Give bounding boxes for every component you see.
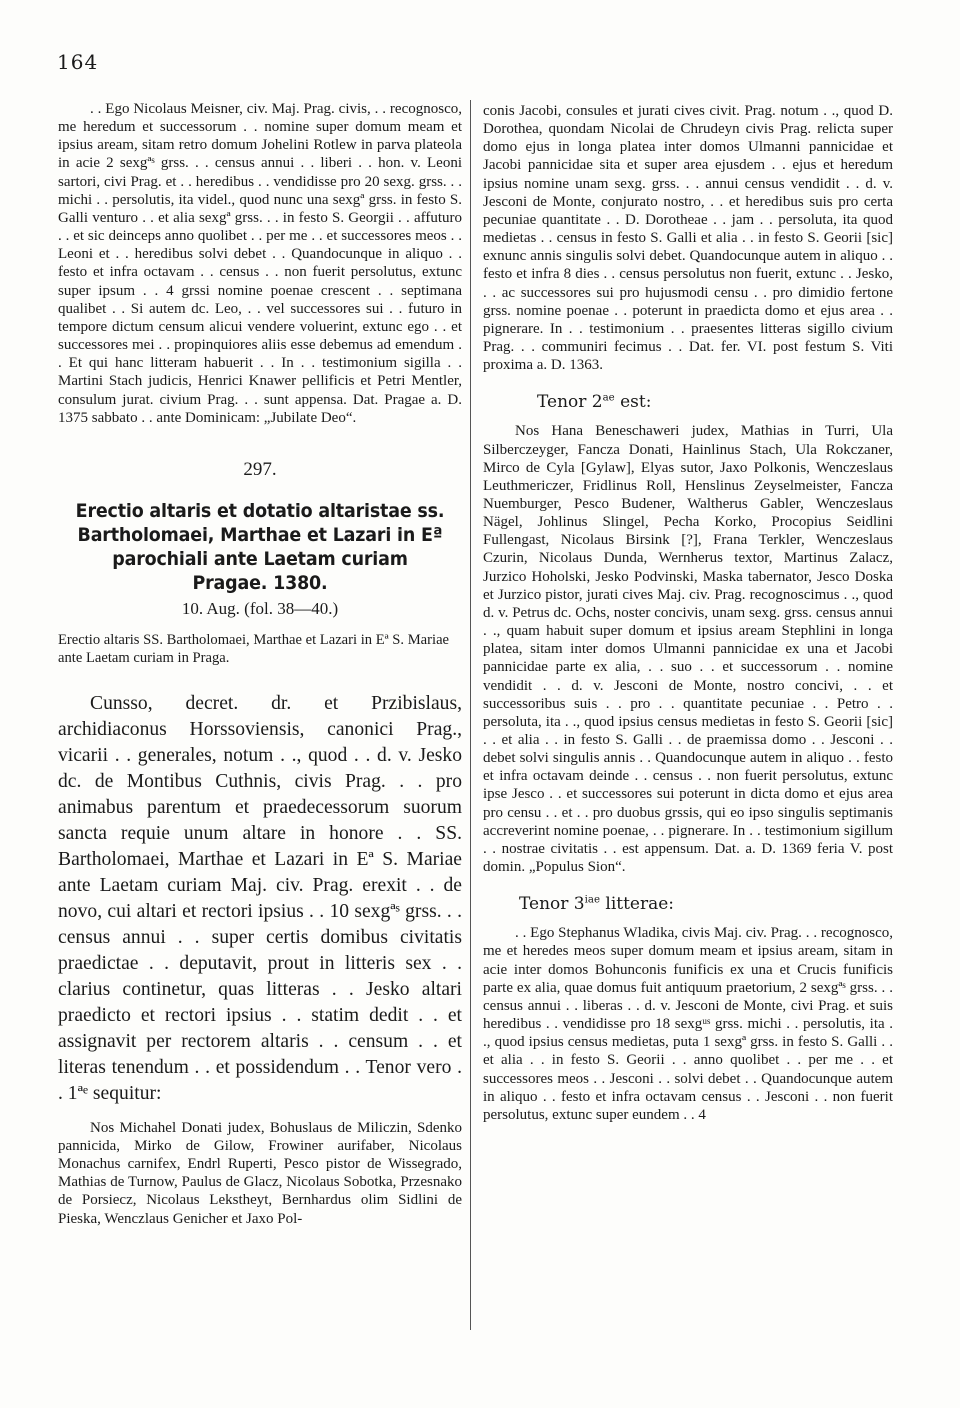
tenor-3-text: . . Ego Stephanus Wladika, civis Maj. civ. Prag. . . recognosco, me et heredes meos super domum meam et ipsius aream, sitam in acie inter domos Bohunconis funificis ex una et Crucis funificis parte ex alia, quae domus fuit antiquum praetorium, 2 sexgªˢ grss. . . census annui . . liberas . . d. v. Jesconi de Monte, civi Prag. et suis heredibus . . vendidisse pro 18 sexgᵘˢ grss. michi . . persolutis, ita . ., quod ipsius census medietas, puta 1 sexgª grss. in festo S. Galli . . et alia . . in festo S. Georii . . anno quolibet . . per me . . et successores meos . . Jesconi . . solvi debet . . Quandocunque autem in aliquo . . festo et infra octavam census . . Jesconi . . non fuerit persolutus, extunc super eundem . . 4 xyxy=(483,925,893,1123)
tenor-2-text: Nos Hana Beneschaweri judex, Mathias in Turri, Ula Silberczeyger, Fancza Donati, Hainlinus Stach, Ula Rokczaner, Mirco de Cyla [Gylaw], Elyas sutor, Jaxo Polkonis, Wenczeslaus Leuthmericzer, Fridlinus Roll, Henslinus Zeyselmeister, Fancza Nuemburger, Pesco Budener, Waltherus Gabler, Wenczeslaus Nägel, Johlinus Slingel, Pecha Korko, Procopius Seidlini Fullengast, Nicolaus Birsink [?], Frana Terkler, Wenczeslaus Czurin, Nicolaus Dunda, Wernherus textor, Martinus Zalacz, Jurzico Hoholski, Jesko Podvinski, Maska tabernator, Jesco Doska et Jurzico pistor, jurati cives Maj. civ. Prag. recognoscimus . ., quod d. v. Petrus dc. Ochs, noster concivis, unam sexg. grss. census annui . ., quam habuit super domum et ipsius aream Stephlini in longa platea, sitam inter domos Ulmanni pannicidae ex una et Jacobi pannicidae parte ex alia, . . suo . . et successorum . . nomine vendidit . . d. v. Jesconi de Monte, nostro concivi, . . et successoribus suis . . pro . . quantitate pecuniae . . Petro . . persoluta, ita . ., quod ipsius census medietas in festo S. Georii [sic] . . et alia . . in festo S. Galli . . de praemissa domo . . Jesconi . . debet solvi singulis annis . . Quandocunque autem in aliquo . . festo et infra octavam deinde . . census . . non fuerit persolutus, extunc ipse Jesco . . et successores sui poterunt in dicta domo et ejus area pro censu . . et . . pro duobus grssis, qui eo ipso singulis septimanis accreverint nomine poenae, . . pignerare. In . . testimonium sigillum . . nostrae civitatis . . est appensum. Dat. a. D. 1369 feria V. post domin. „Populus Sion“. xyxy=(483,423,893,876)
document-heading: Erectio altaris et dotatio altaristae ss. Bartholomaei, Marthae et Lazari in Eª parochiali ante Laetam curiam Pragae. 1380. xyxy=(75,499,445,594)
charter-1375-text: . . Ego Nicolaus Meisner, civ. Maj. Prag. civis, . . recognosco, me heredum et successorum . . nomine super domum meam et ipsius aream, sitam retro domum Johelini Rotlew in parva plateola in acie 2 sexgªˢ grss. . . census annui . . liberi . . hon. v. Leoni sartori, civi Prag. et . . heredibus . . vendidisse pro 20 sexg. grss. . . michi . . persolutis, ita videl., quod nunc una sexgª grss. in festo S. Galli venturo . . et alia sexgª grss. . . in festo S. Georgii . . affuturo . . et sic deinceps anno quolibet . . per me . . et successores meos . . Leoni et . . heredibus solvi debet . . Quandocunque in aliquo . . festo et infra octavam . . census . . non fuerit persolutus, extunc super ipsum . . 4 grssi nomine poenae crescent . . septimana qualibet . . Si autem dc. Leo, . . vel successores sui . . futuro in tempore dictum censum alicui vendere voluerint, extunc ego . . et successores mei . . propinquiores aliis esse debemus ad emendum . . Et qui hanc litteram habuerit . . In . . testimonium sigilla . . Martini Stach judicis, Henrici Knawer pellificis et Petri Mentler, consulum jurat. civium Prag. . . sunt appensa. Dat. Pragae a. D. 1375 sabbato . . ante Dominicam: „Jubilate Deo“. xyxy=(58,101,462,426)
document-date: 10. Aug. (fol. 38—40.) xyxy=(181,598,339,618)
right-column xyxy=(483,102,893,1124)
tenor-3-superscript: iae xyxy=(584,894,600,906)
tenor-2-label: Tenor 2 xyxy=(537,392,603,413)
tenor-2-superscript: ae xyxy=(602,392,615,404)
tenor-3-suffix: litterae: xyxy=(599,894,675,915)
column-divider xyxy=(470,100,471,1330)
tenor-3-heading xyxy=(483,894,893,914)
page-number: 164 xyxy=(57,50,99,74)
left-column xyxy=(58,100,462,1228)
tenor-2-heading xyxy=(483,392,893,412)
tenor-2-suffix: est: xyxy=(614,392,652,413)
tenor-1-continuation: conis Jacobi, consules et jurati cives civit. Prag. notum . ., quod D. Dorothea, quondam Nicolai de Chrudeyn civis Prag. relicta super domo ejus in longa platea inter domos Ulmanni pannicidae et Jacobi pannicidae sita et super area ejusdem . . ejus et heredum ipsius nomine unam sexg. grss. . . annui census vendidit . . d. v. Jesconi de Monte, conjurato nostro, . . et heredibus suis pro certa pecuniae quantitate . . D. Dorotheae . . jam . . persoluta, ita quod medietas . . census in festo S. Galli et alia . . in festo S. Georii [sic] exnunc annis singulis solvi debet. Quandocunque autem in aliquo . . festo et infra 8 dies . . census persolutus non fuerit, extunc . . Jesko, . . ac successores sui pro hujusmodi censu . . pro dimidio fertone grss. nomine poenae . . poterunt in praedicta domo et ejus area . . pignerare. In . . testimonium . . praesentes litteras sigillo civium Prag. . . communiri fecimus . . Dat. fer. VI. post festum S. Viti proxima a. D. 1363. xyxy=(483,103,893,374)
main-charter-text: Cunsso, decret. dr. et Przibislaus, archidiaconus Horssoviensis, canonici Prag., vicarii . . generales, notum . ., quod . . d. v. Jesko dc. de Montibus Cuthnis, civis Prag. . . pro animabus parentum et praedecessorum suorum sancta requie unum altare in honore . . SS. Bartholomaei, Marthae et Lazari in Eª S. Mariae ante Laetam curiam Maj. civ. Prag. erexit . . de novo, cui altari et rectori ipsius . . 10 sexgªˢ grss. . . census annui . . super certis domibus civitatis praedictae . . deputavit, prout in litteris sex . . clarius continetur, quas litteras . . Jesko altari praedicto et rectori ipsius . . statim dedit . . et assignavit per rectorem altaris . . censum . . et literas tenendum . . et possidendum . . Tenor vero . . 1ªᵉ sequitur: xyxy=(58,692,462,1104)
document-summary: Erectio altaris SS. Bartholomaei, Marthae et Lazari in Eª S. Mariae ante Laetam curiam in Praga. xyxy=(58,631,450,666)
document-number: 297. xyxy=(243,458,277,480)
tenor-1-text: Nos Michahel Donati judex, Bohuslaus de Miliczin, Sdenko pannicida, Mirko de Gilow, Frowiner aurifaber, Nicolaus Monachus carnifex, Endrl Ruperti, Pesco pistor de Wissegrado, Mathias de Turnow, Paulus de Glacz, Nicolaus Sobotka, Przesnako de Porsiecz, Nicolaus Leksthеyt, Bernhardus olim Sidlini de Pieska, Wenczlaus Genicher et Jaxo Pol- xyxy=(58,1119,462,1227)
tenor-3-label: Tenor 3 xyxy=(519,894,585,915)
